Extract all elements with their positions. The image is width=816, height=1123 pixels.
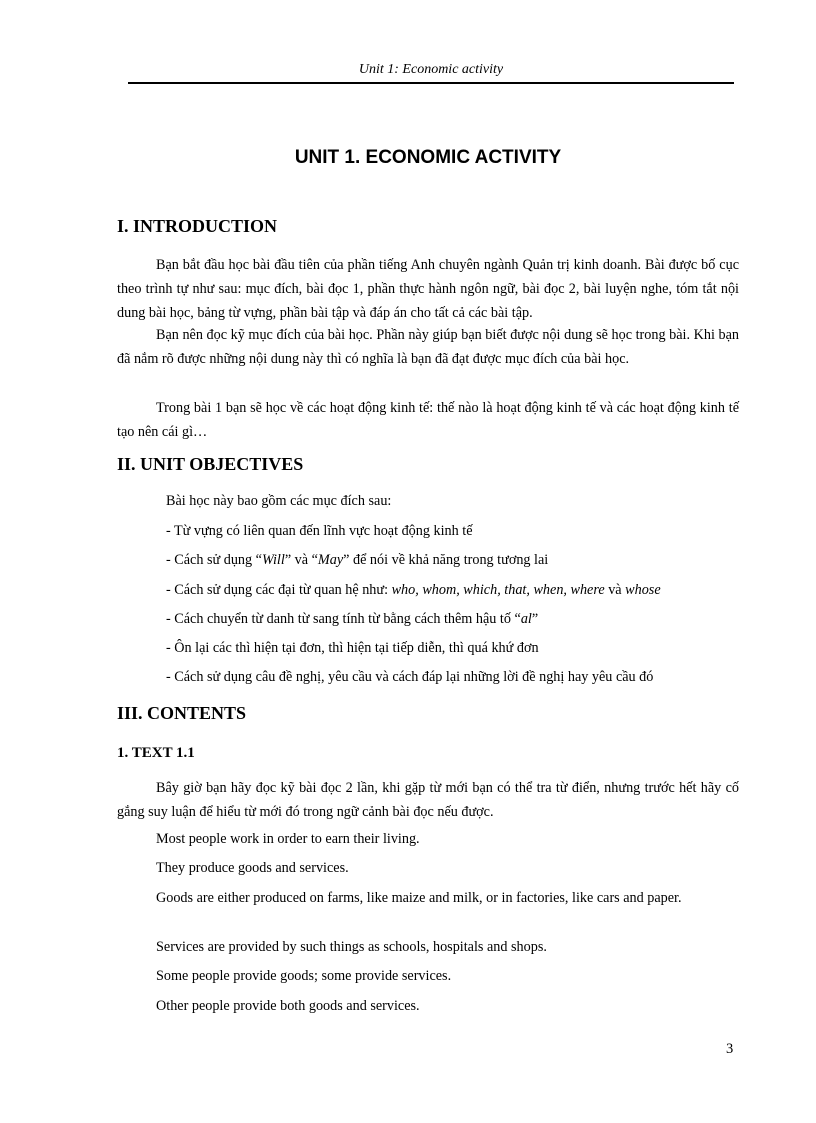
objective-item: - Cách sử dụng “Will” và “May” để nói về khả năng trong tương lai bbox=[166, 552, 549, 568]
running-header: Unit 1: Economic activity bbox=[358, 62, 504, 77]
text-sentence: Goods are either produced on farms, like maize and milk, or in factories, like cars and paper. bbox=[156, 890, 682, 906]
contents-heading: III. CONTENTS bbox=[117, 703, 247, 723]
text-heading: 1. TEXT 1.1 bbox=[117, 745, 195, 761]
page-number: 3 bbox=[726, 1041, 734, 1057]
text-sentence: They produce goods and services. bbox=[156, 860, 349, 876]
text-sentence: Services are provided by such things as schools, hospitals and shops. bbox=[156, 939, 547, 955]
objective-item: - Cách chuyển từ danh từ sang tính từ bằng cách thêm hậu tố “al” bbox=[166, 611, 539, 627]
introduction-paragraph: Bạn bắt đầu học bài đầu tiên của phần tiếng Anh chuyên ngành Quản trị kinh doanh. Bài được bố cục theo trình tự như sau: mục đích, bài đọc 1, phần thực hành ngôn ngữ, bài đọc 2, bài luyện nghe, tóm tắt nội dung bài học, bảng từ vựng, phần bài tập và đáp án cho tất cả các bài tập. bbox=[117, 257, 739, 321]
text-sentence: Other people provide both goods and services. bbox=[156, 998, 420, 1014]
header-divider bbox=[128, 82, 734, 84]
text-sentence: Most people work in order to earn their living. bbox=[156, 831, 420, 847]
text-sentence: Some people provide goods; some provide services. bbox=[156, 968, 452, 984]
objectives-heading: II. UNIT OBJECTIVES bbox=[117, 454, 304, 474]
objective-item: - Cách sử dụng các đại từ quan hệ như: who, whom, which, that, when, where và whose bbox=[166, 582, 661, 598]
introduction-paragraph: Trong bài 1 bạn sẽ học về các hoạt động kinh tế: thế nào là hoạt động kinh tế và các hoạt động kinh tế tạo nên cái gì… bbox=[117, 400, 739, 440]
objective-item: - Cách sử dụng câu đề nghị, yêu cầu và cách đáp lại những lời đề nghị hay yêu cầu đó bbox=[166, 669, 654, 685]
unit-title: UNIT 1. ECONOMIC ACTIVITY bbox=[294, 147, 562, 168]
objectives-intro: Bài học này bao gồm các mục đích sau: bbox=[166, 493, 392, 509]
introduction-paragraph: Bạn nên đọc kỹ mục đích của bài học. Phần này giúp bạn biết được nội dung sẽ học trong bài. Khi bạn đã nắm rõ được những nội dung này thì có nghĩa là bạn đã đạt được mục đích của bài học. bbox=[117, 327, 739, 367]
introduction-heading: I. INTRODUCTION bbox=[117, 216, 278, 236]
text-instruction: Bây giờ bạn hãy đọc kỹ bài đọc 2 lần, khi gặp từ mới bạn có thể tra từ điển, nhưng trước hết hãy cố gắng suy luận để hiểu từ mới đó trong ngữ cảnh bài đọc nếu được. bbox=[117, 780, 739, 820]
objective-item: - Ôn lại các thì hiện tại đơn, thì hiện tại tiếp diễn, thì quá khứ đơn bbox=[166, 640, 539, 656]
objective-item: - Từ vựng có liên quan đến lĩnh vực hoạt động kinh tế bbox=[166, 523, 473, 539]
